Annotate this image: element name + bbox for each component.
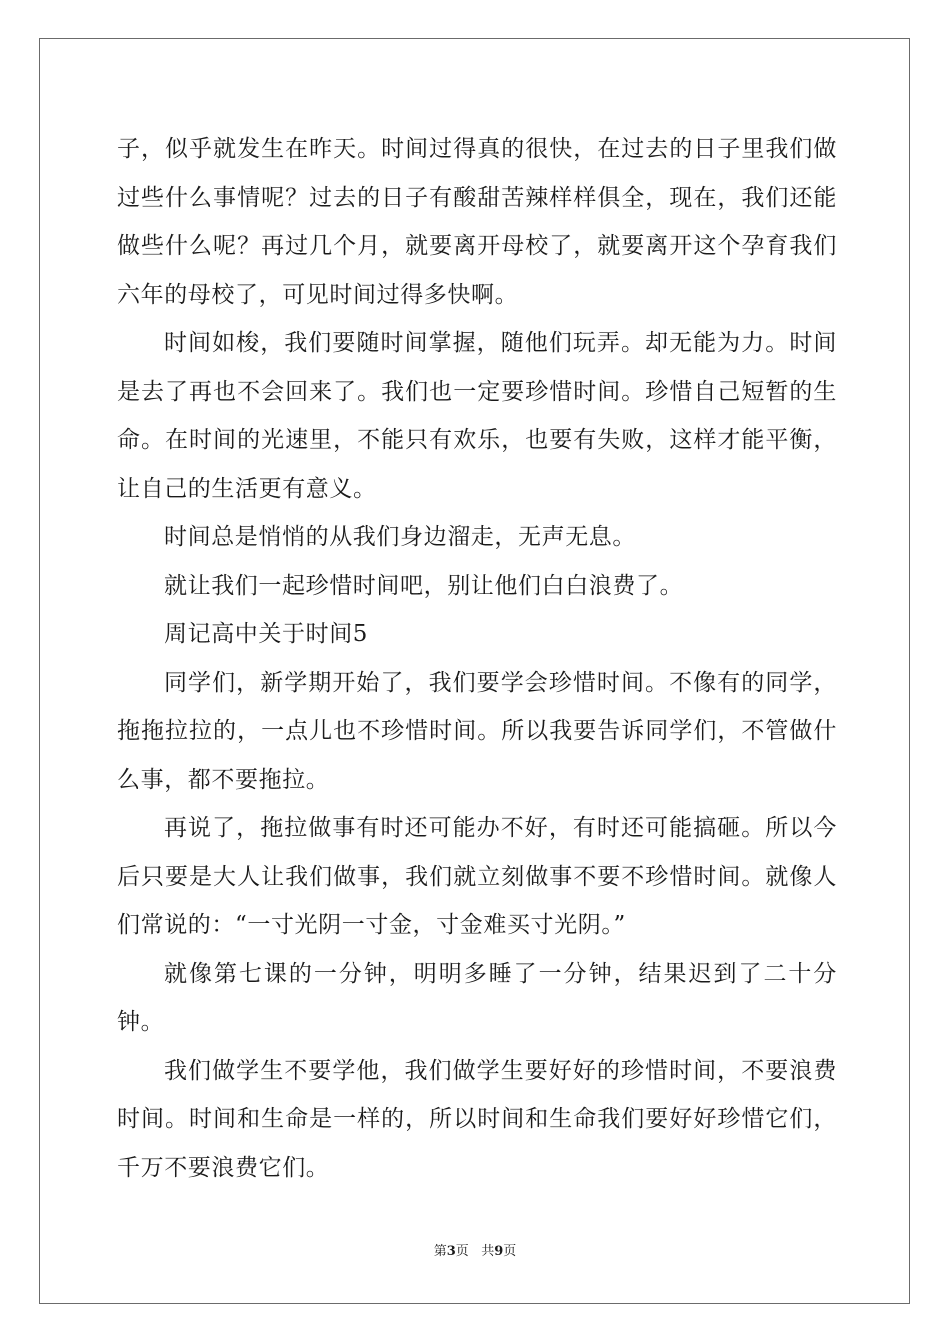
page-number: 3 <box>446 1244 456 1259</box>
page-footer <box>0 1240 950 1259</box>
paragraph-2: 时间如梭，我们要随时间掌握，随他们玩弄。却无能为力。时间是去了再也不会回来了。我们也一定要珍惜时间。珍惜自己短暂的生命。在时间的光速里，不能只有欢乐，也要有失败，这样才能平衡，让自己的生活更有意义。 <box>117 330 837 502</box>
document-body <box>117 125 837 1192</box>
page-prefix: 第 <box>433 1244 447 1259</box>
paragraph-1: 子，似乎就发生在昨天。时间过得真的很快，在过去的日子里我们做过些什么事情呢？过去的日子有酸甜苦辣样样俱全，现在，我们还能做些什么呢？再过几个月，就要离开母校了，就要离开这个孕育我们六年的母校了，可见时间过得多快啊。 <box>117 136 837 308</box>
paragraph-8: 我们做学生不要学他，我们做学生要好好的珍惜时间，不要浪费时间。时间和生命是一样的，所以时间和生命我们要好好珍惜它们，千万不要浪费它们。 <box>117 1057 837 1181</box>
total-pages: 9 <box>494 1244 504 1259</box>
total-prefix: 共 <box>481 1244 495 1259</box>
total-suffix: 页 <box>503 1244 517 1259</box>
paragraph-4: 就让我们一起珍惜时间吧，别让他们白白浪费了。 <box>164 572 684 599</box>
page-suffix: 页 <box>455 1244 469 1259</box>
paragraph-3: 时间总是悄悄的从我们身边溜走，无声无息。 <box>164 524 636 550</box>
paragraph-5: 同学们，新学期开始了，我们要学会珍惜时间。不像有的同学，拖拖拉拉的，一点儿也不珍惜时间。所以我要告诉同学们，不管做什么事，都不要拖拉。 <box>117 669 837 793</box>
paragraph-7: 就像第七课的一分钟，明明多睡了一分钟，结果迟到了二十分钟。 <box>117 960 837 1035</box>
paragraph-6: 再说了，拖拉做事有时还可能办不好，有时还可能搞砸。所以今后只要是大人让我们做事，我们就立刻做事不要不珍惜时间。就像人们常说的：“一寸光阴一寸金，寸金难买寸光阴。” <box>117 815 837 938</box>
section-heading: 周记高中关于时间5 <box>164 621 369 647</box>
